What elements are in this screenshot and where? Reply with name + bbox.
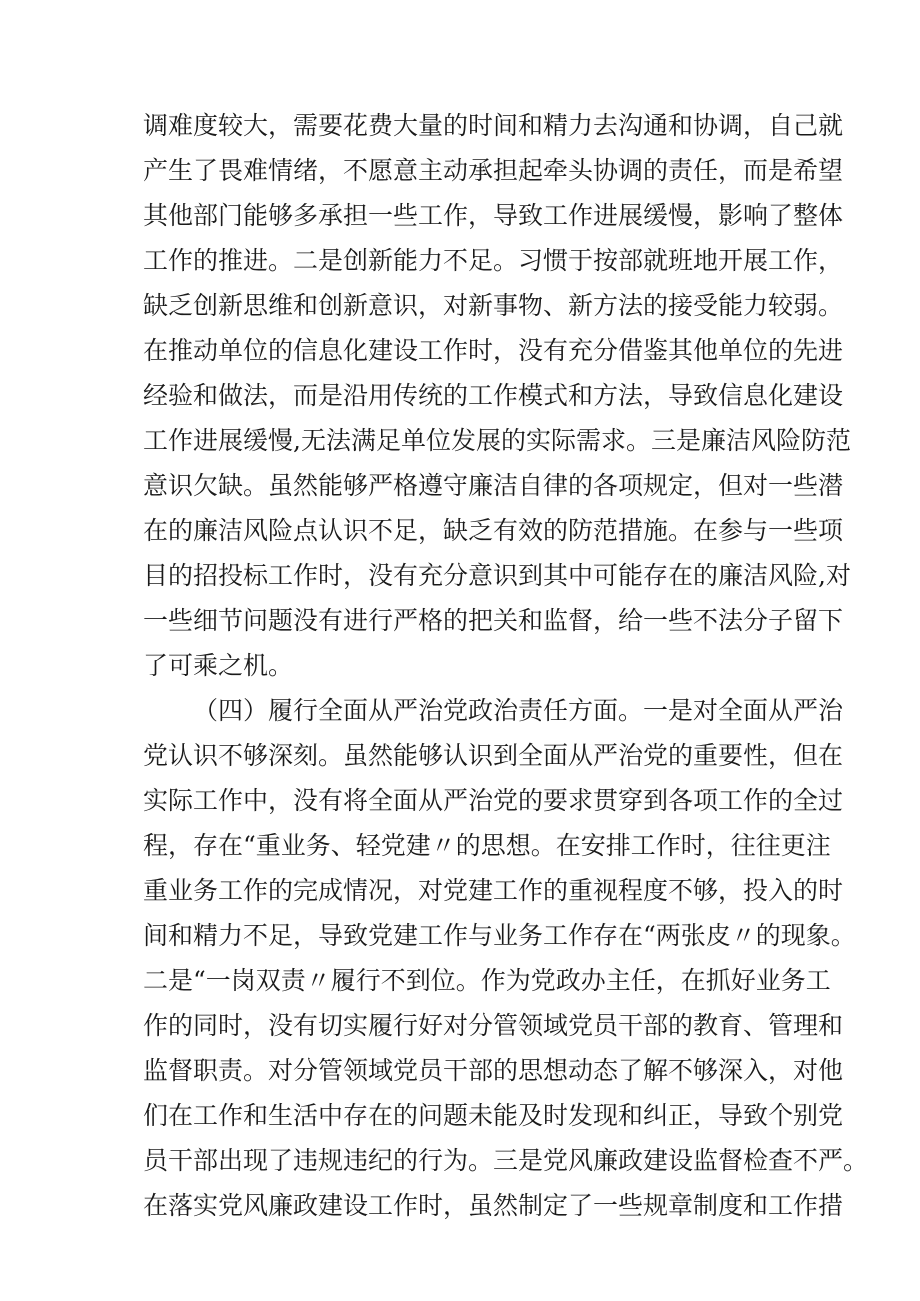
text-line: 意识欠缺。虽然能够严格遵守廉洁自律的各项规定，但对一些潜 [143,471,844,500]
text-line: 在推动单位的信息化建设工作时，没有充分借鉴其他单位的先进 [143,336,844,365]
text-line: 缺乏创新思维和创新意识，对新事物、新方法的接受能力较弱。 [143,291,844,320]
section-heading-line: （四）履行全面从严治党政治责任方面。一是对全面从严治 [193,696,844,725]
text-line: 实际工作中，没有将全面从严治党的要求贯穿到各项工作的全过 [143,786,844,815]
text-line: 作的同时，没有切实履行好对分管领域党员干部的教育、管理和 [143,1011,844,1040]
text-line: 经验和做法，而是沿用传统的工作模式和方法，导致信息化建设 [143,381,844,410]
text-line: 工作进展缓慢,无法满足单位发展的实际需求。三是廉洁风险防范 [143,426,851,455]
text-line: 在的廉洁风险点认识不足，缺乏有效的防范措施。在参与一些项 [143,516,844,545]
text-line: 间和精力不足，导致党建工作与业务工作存在“两张皮〃的现象。 [143,921,856,950]
text-line: 们在工作和生活中存在的问题未能及时发现和纠正，导致个别党 [143,1101,844,1130]
text-line: 工作的推进。二是创新能力不足。习惯于按部就班地开展工作， [143,246,844,275]
text-line: 员干部出现了违规违纪的行为。三是党风廉政建设监督检查不严。 [143,1146,869,1175]
text-line: 一些细节问题没有进行严格的把关和监督，给一些不法分子留下 [143,606,844,635]
text-line: 目的招投标工作时，没有充分意识到其中可能存在的廉洁风险,对 [143,561,851,590]
text-line: 其他部门能够多承担一些工作，导致工作进展缓慢，影响了整体 [143,201,844,230]
text-line: 调难度较大，需要花费大量的时间和精力去沟通和协调，自己就 [143,111,844,140]
text-line: 二是“一岗双责〃履行不到位。作为党政办主任，在抓好业务工 [143,966,831,995]
text-line: 监督职责。对分管领域党员干部的思想动态了解不够深入，对他 [143,1056,844,1085]
text-line: 在落实党风廉政建设工作时，虽然制定了一些规章制度和工作措 [143,1191,844,1220]
text-line: 产生了畏难情绪，不愿意主动承担起牵头协调的责任，而是希望 [143,156,844,185]
text-line: 重业务工作的完成情况，对党建工作的重视程度不够，投入的时 [143,876,844,905]
text-line: 程，存在“重业务、轻党建〃的思想。在安排工作时，往往更注 [143,831,831,860]
text-line: 了可乘之机。 [143,651,294,680]
text-line: 党认识不够深刻。虽然能够认识到全面从严治党的重要性，但在 [143,741,844,770]
